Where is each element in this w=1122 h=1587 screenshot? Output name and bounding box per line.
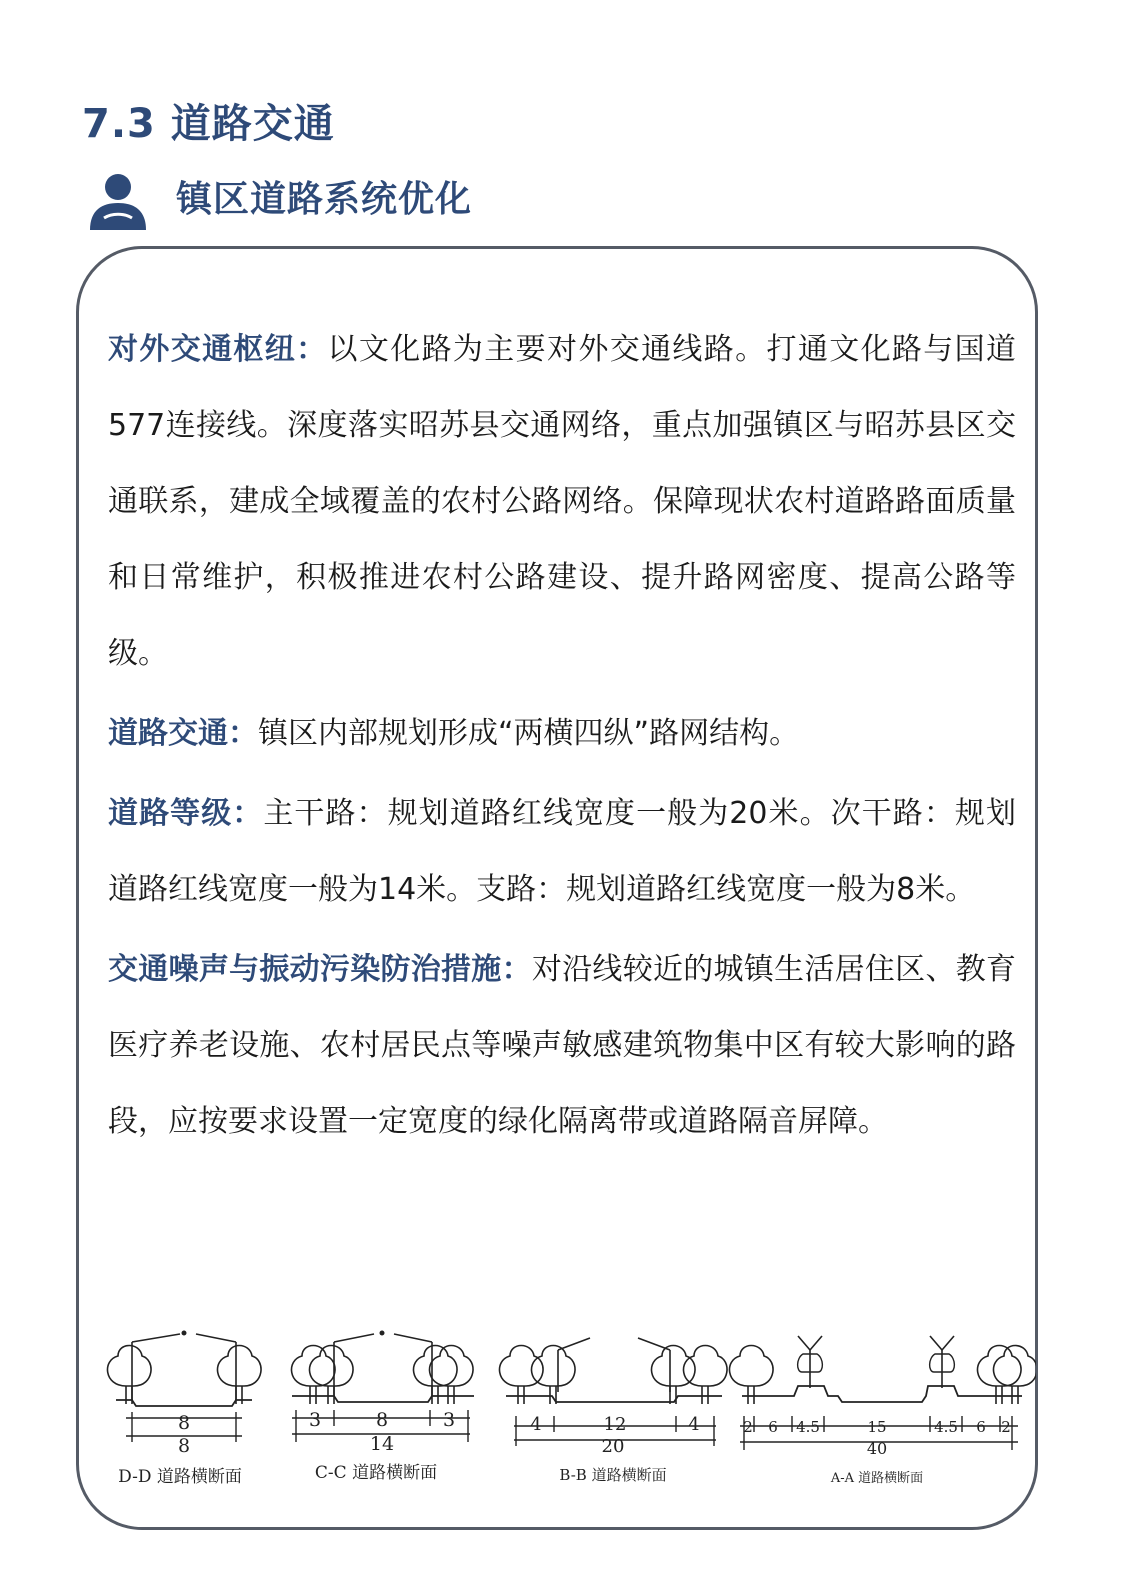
total-width-label: 8	[177, 1435, 191, 1457]
total-width-label: 40	[866, 1439, 888, 1458]
paragraph-road-traffic	[108, 696, 1016, 772]
content-body	[108, 312, 1016, 1160]
segment-label: 4.5	[796, 1418, 820, 1436]
section-caption: B-B 道路横断面	[559, 1466, 667, 1484]
segment-label: 4	[530, 1414, 542, 1435]
segment-label: 6	[976, 1418, 986, 1436]
person-icon	[88, 170, 148, 230]
segment-label: 6	[768, 1418, 778, 1436]
paragraph-external-hub	[108, 312, 1016, 692]
paragraph-noise-control	[108, 932, 1016, 1160]
paragraph-text: 对沿线较近的城镇生活居住区、教育医疗养老设施、农村居民点等噪声敏感建筑物集中区有较大影响的路段，应按要求设置一定宽度的绿化隔离带或道路隔音屏障。	[108, 952, 1017, 1139]
paragraph-text: 主干路：规划道路红线宽度一般为20米。次干路：规划道路红线宽度一般为14米。支路：规划道路红线宽度一般为8米。	[108, 796, 1016, 907]
segment-label: 3	[442, 1409, 456, 1431]
segment-label: 4.5	[934, 1418, 958, 1436]
section-caption: D-D 道路横断面	[118, 1467, 242, 1487]
section-caption: C-C 道路横断面	[314, 1463, 438, 1483]
paragraph-lead: 对外交通枢纽：	[108, 332, 328, 367]
paragraph-lead: 交通噪声与振动污染防治措施：	[108, 952, 532, 987]
segment-label: 8	[177, 1412, 191, 1434]
segment-label: 8	[375, 1409, 389, 1431]
segment-label: 2	[743, 1418, 753, 1436]
paragraph-road-grade	[108, 776, 1016, 928]
segment-label: 15	[867, 1418, 887, 1436]
segment-label: 2	[1001, 1418, 1011, 1436]
cross-section-dd	[108, 1331, 262, 1488]
cross-section-figure	[96, 1322, 1036, 1492]
segment-label: 4	[688, 1414, 700, 1435]
paragraph-lead: 道路交通：	[108, 716, 258, 751]
paragraph-text: 以文化路为主要对外交通线路。打通文化路与国道577连接线。深度落实昭苏县交通网络，重点加强镇区与昭苏县区交通联系，建成全域覆盖的农村公路网络。保障现状农村道路路面质量和日常维护，积极推进农村公路建设、提升路网密度、提高公路等级。	[108, 332, 1016, 671]
segment-label: 12	[603, 1414, 627, 1435]
paragraph-text: 镇区内部规划形成“两横四纵”路网结构。	[258, 716, 800, 751]
section-title: 7.3 道路交通	[82, 101, 335, 147]
cross-section-cc	[292, 1331, 474, 1484]
cross-section-aa	[730, 1336, 1036, 1486]
total-width-label: 14	[369, 1433, 395, 1455]
total-width-label: 20	[601, 1436, 625, 1457]
section-caption: A-A 道路横断面	[830, 1471, 924, 1486]
cross-section-bb	[500, 1338, 728, 1484]
segment-label: 3	[308, 1409, 322, 1431]
cross-section-diagrams	[96, 1322, 1036, 1492]
sub-title: 镇区道路系统优化	[176, 179, 473, 220]
paragraph-lead: 道路等级：	[108, 796, 264, 831]
